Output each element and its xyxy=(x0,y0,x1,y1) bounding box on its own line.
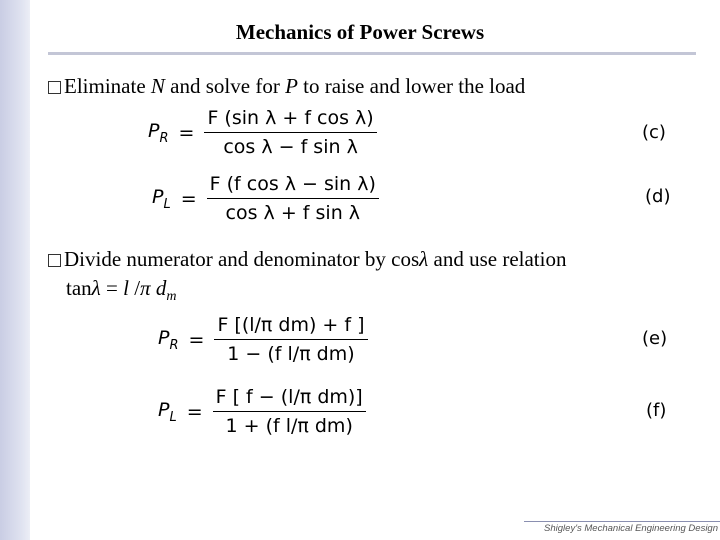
relation-slash: / xyxy=(128,276,141,300)
fraction xyxy=(213,383,366,440)
fraction xyxy=(214,311,367,368)
bullet-divide xyxy=(48,247,566,272)
numerator: F (sin λ + f cos λ) xyxy=(204,104,376,133)
denominator: 1 − (f l/π dm) xyxy=(227,343,355,365)
equation-e xyxy=(158,311,368,368)
bullet-var-p: P xyxy=(285,74,298,98)
equals-sign: = xyxy=(178,121,195,144)
denominator: cos λ − f sin λ xyxy=(223,136,358,158)
slide-title: Mechanics of Power Screws xyxy=(235,20,485,44)
bullet-square-icon xyxy=(48,81,61,94)
eq-lhs: $P_L$ xyxy=(152,185,171,212)
fraction xyxy=(207,170,379,227)
equals-sign: = xyxy=(186,400,203,423)
numerator: F [ f − (l/π dm)] xyxy=(213,383,366,412)
equation-f xyxy=(158,383,366,440)
footer-rule xyxy=(524,521,720,522)
bullet-text: Eliminate xyxy=(64,74,151,98)
relation-sub-m: m xyxy=(166,289,177,304)
relation-l: l xyxy=(123,276,129,300)
relation-d: d xyxy=(150,276,167,300)
footer-credit: Shigley's Mechanical Engineering Design xyxy=(544,523,718,534)
eq-lhs: $P_R$ xyxy=(148,119,169,146)
bullet-text: to raise and lower the load xyxy=(297,74,526,98)
equation-c xyxy=(148,104,377,161)
relation-equals: = xyxy=(100,276,124,300)
bullet-text: and use relation xyxy=(428,247,567,271)
equation-d xyxy=(152,170,379,227)
bullet-symbol-lambda: λ xyxy=(419,247,429,271)
bullet-text: and solve for xyxy=(164,74,286,98)
equation-tag-e: (e) xyxy=(642,328,668,349)
equation-tag-c: (c) xyxy=(642,122,666,143)
numerator: F [(l/π dm) + f ] xyxy=(214,311,367,340)
eq-lhs: $P_L$ xyxy=(158,398,177,425)
relation-tan: tan xyxy=(66,276,92,300)
bullet-relation xyxy=(66,276,176,309)
relation-lambda: λ xyxy=(91,276,101,300)
title-underline xyxy=(48,52,696,55)
equation-tag-f: (f) xyxy=(646,400,667,421)
slide-side-bar xyxy=(0,0,30,540)
equals-sign: = xyxy=(180,187,197,210)
bullet-square-icon xyxy=(48,254,61,267)
bullet-eliminate xyxy=(48,74,525,99)
bullet-var-n: N xyxy=(150,74,165,98)
denominator: 1 + (f l/π dm) xyxy=(225,415,353,437)
numerator: F (f cos λ − sin λ) xyxy=(207,170,379,199)
bullet-text: Divide numerator and denominator by cos xyxy=(64,247,420,271)
eq-lhs: $P_R$ xyxy=(158,326,179,353)
relation-pi: π xyxy=(140,276,151,300)
equals-sign: = xyxy=(188,328,205,351)
equation-tag-d: (d) xyxy=(645,186,671,207)
fraction xyxy=(204,104,376,161)
denominator: cos λ + f sin λ xyxy=(225,202,361,224)
